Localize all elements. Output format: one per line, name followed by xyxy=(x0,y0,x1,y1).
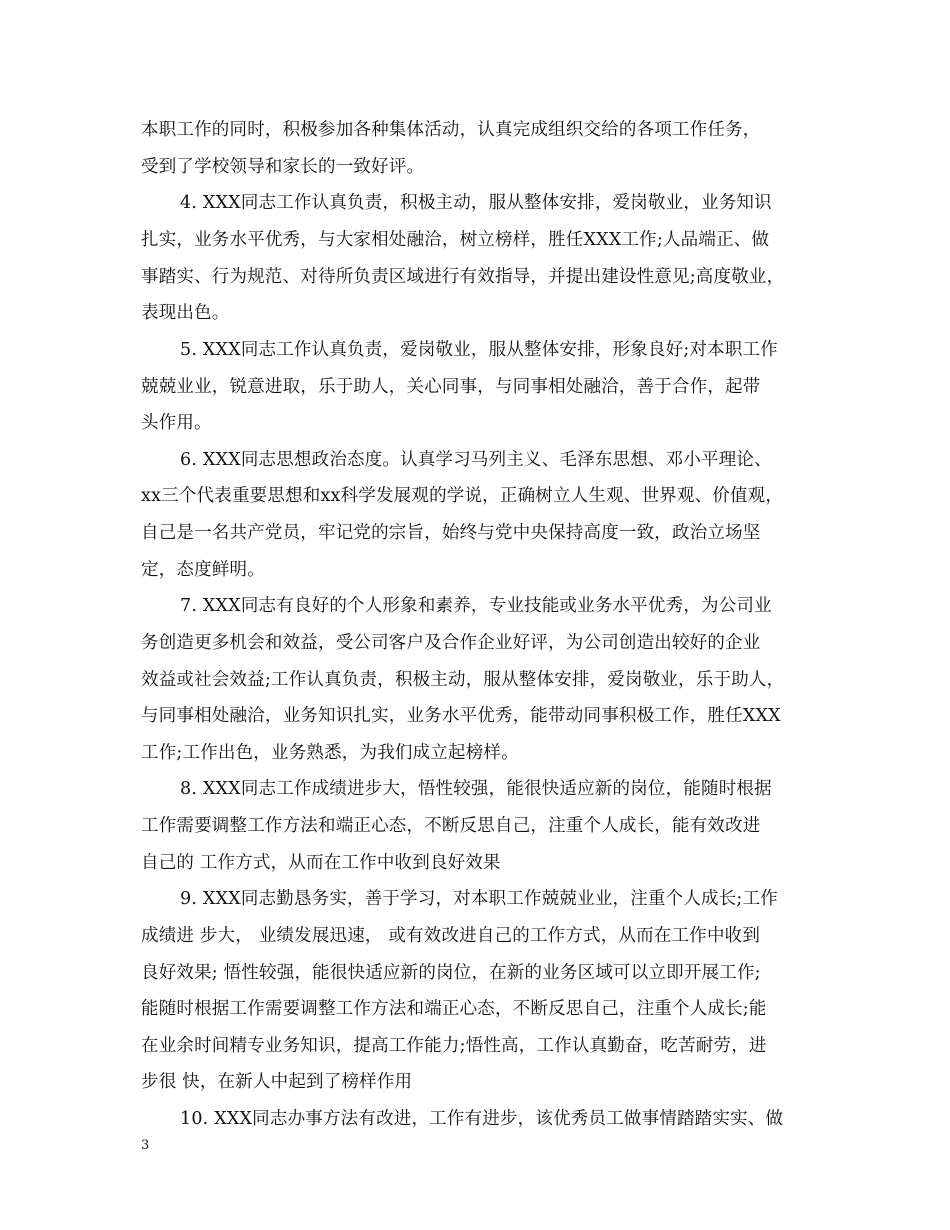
text-line: 与同事相处融洽，业务知识扎实，业务水平优秀，能带动同事积极工作，胜任XXX xyxy=(141,706,781,726)
text-line: 自己是一名共产党员，牢记党的宗旨，始终与党中央保持高度一致，政治立场坚 xyxy=(141,523,761,543)
text-line: 扎实，业务水平优秀，与大家相处融洽，树立榜样，胜任XXX工作;人品端正、做 xyxy=(141,230,770,250)
text-line: 表现出色。 xyxy=(141,303,230,323)
text-line: 头作用。 xyxy=(141,413,212,433)
text-line: 兢兢业业，锐意进取，乐于助人，关心同事，与同事相处融洽，善于合作，起带 xyxy=(141,377,761,397)
text-line: 自己的 工作方式，从而在工作中收到良好效果 xyxy=(141,853,501,873)
text-line: 定，态度鲜明。 xyxy=(141,560,265,580)
text-line: 务创造更多机会和效益，受公司客户及合作企业好评，为公司创造出较好的企业 xyxy=(141,633,761,653)
text-line: 成绩进 步大， 业绩发展迅速， 或有效改进自己的工作方式，从而在工作中收到 xyxy=(141,926,761,946)
text-line: 6. XXX同志思想政治态度。认真学习马列主义、毛泽东思想、邓小平理论、 xyxy=(180,450,772,470)
text-line: 步很 快，在新人中起到了榜样作用 xyxy=(141,1072,413,1092)
text-line: 良好效果; 悟性较强，能很快适应新的岗位，在新的业务区域可以立即开展工作; xyxy=(141,963,761,983)
text-line: 本职工作的同时，积极参加各种集体活动，认真完成组织交给的各项工作任务， xyxy=(141,120,761,140)
text-line: 工作需要调整工作方法和端正心态，不断反思自己，注重个人成长，能有效改进 xyxy=(141,816,761,836)
text-line: 受到了学校领导和家长的一致好评。 xyxy=(141,157,425,177)
text-line: 4. XXX同志工作认真负责，积极主动，服从整体安排，爱岗敬业，业务知识 xyxy=(180,193,772,213)
text-line: 8. XXX同志工作成绩进步大，悟性较强，能很快适应新的岗位，能随时根据 xyxy=(180,779,772,799)
text-line: 事踏实、行为规范、对待所负责区域进行有效指导，并提出建设性意见;高度敬业， xyxy=(141,267,785,287)
page-number: 3 xyxy=(141,1138,150,1153)
text-line: 9. XXX同志勤恳务实，善于学习，对本职工作兢兢业业，注重个人成长;工作 xyxy=(180,889,778,909)
text-line: 10. XXX同志办事方法有改进，工作有进步，该优秀员工做事情踏踏实实、做 xyxy=(180,1109,784,1129)
text-line: 工作;工作出色，业务熟悉，为我们成立起榜样。 xyxy=(141,743,519,763)
text-line: 能随时根据工作需要调整工作方法和端正心态，不断反思自己，注重个人成长;能 xyxy=(141,999,767,1019)
text-line: xx三个代表重要思想和xx科学发展观的学说，正确树立人生观、世界观、价值观， xyxy=(141,486,784,506)
text-line: 7. XXX同志有良好的个人形象和素养，专业技能或业务水平优秀，为公司业 xyxy=(180,596,772,616)
text-line: 在业余时间精专业务知识，提高工作能力;悟性高，工作认真勤奋，吃苦耐劳，进 xyxy=(141,1036,767,1056)
text-line: 效益或社会效益;工作认真负责，积极主动，服从整体安排，爱岗敬业，乐于助人， xyxy=(141,670,785,690)
text-line: 5. XXX同志工作认真负责，爱岗敬业，服从整体安排，形象良好;对本职工作 xyxy=(180,340,778,360)
